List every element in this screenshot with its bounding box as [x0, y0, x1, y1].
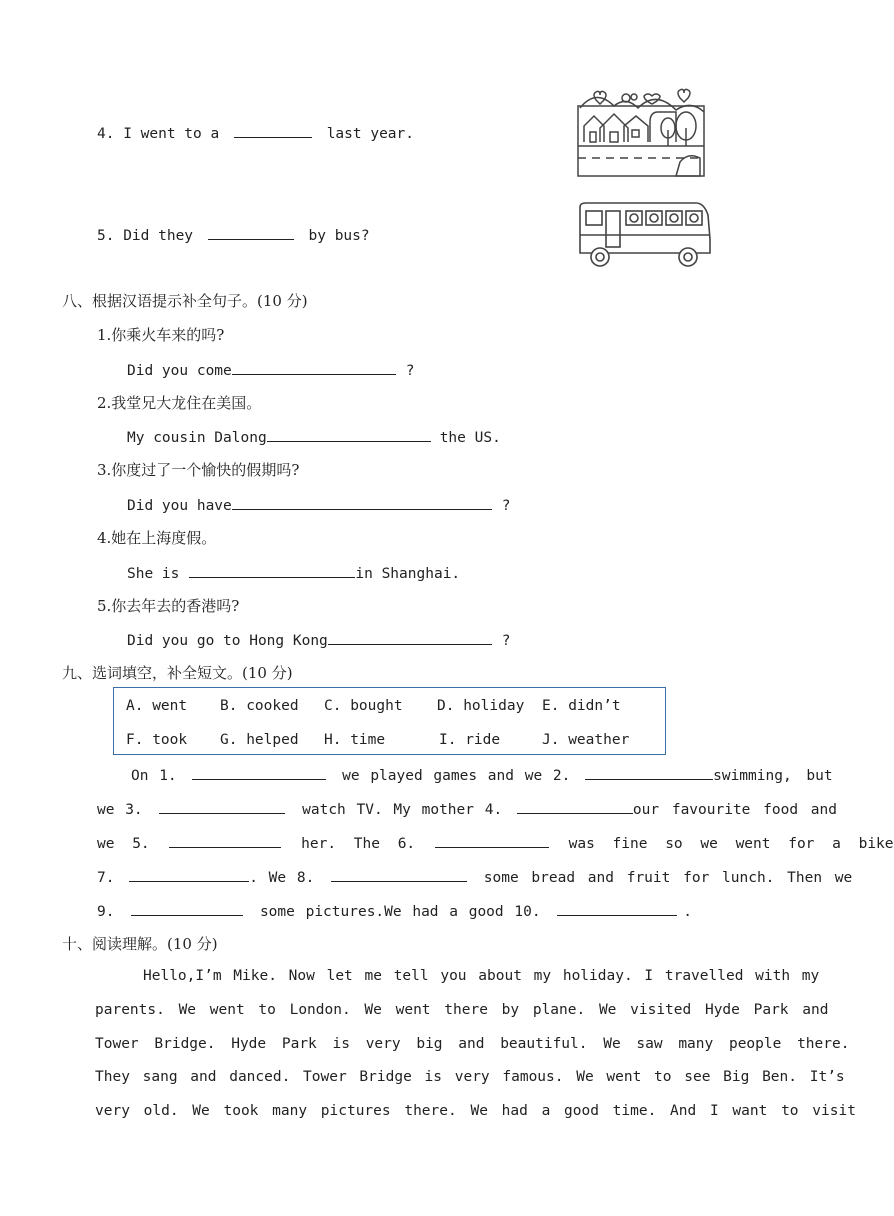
reading-line-2: parents. We went to London. We went there by plane. We visited Hyde Park and [95, 1002, 829, 1018]
reading-line-5: very old. We took many pictures there. We had a good time. And I want to visit [95, 1103, 856, 1119]
question-5-suffix: by bus? [308, 228, 370, 244]
cloze-text: we 5. [97, 836, 150, 852]
answer-blank[interactable] [328, 630, 492, 645]
item-4-sentence [127, 563, 460, 582]
option-d: D. holiday [437, 698, 525, 714]
item-1-chinese: 1.你乘火车来的吗? [97, 326, 225, 344]
answer-blank-3[interactable] [159, 799, 285, 814]
item-1-end: ? [405, 363, 415, 379]
question-4 [97, 123, 414, 142]
item-4-chinese: 4.她在上海度假。 [97, 529, 217, 547]
cloze-text: watch TV. My mother 4. [302, 802, 503, 818]
item-2-end: the US. [439, 430, 501, 446]
word-bank [113, 687, 666, 755]
item-3-prompt: Did you have [127, 498, 232, 514]
question-5 [97, 225, 370, 244]
answer-blank[interactable] [234, 123, 312, 138]
answer-blank[interactable] [189, 563, 355, 578]
answer-blank-7[interactable] [129, 867, 249, 882]
option-b: B. cooked [220, 698, 299, 714]
option-g: G. helped [220, 732, 299, 748]
cloze-text: 7. [97, 870, 115, 886]
cloze-line-5 [97, 901, 692, 920]
answer-blank-2[interactable] [585, 765, 713, 780]
village-illustration [576, 88, 706, 180]
cloze-line-1 [131, 765, 833, 784]
item-2-prompt: My cousin Dalong [127, 430, 267, 446]
bus-illustration [576, 199, 712, 271]
cloze-text: On 1. [131, 768, 177, 784]
item-5-end: ? [501, 633, 511, 649]
answer-blank[interactable] [208, 225, 294, 240]
item-4-prompt: She is [127, 566, 180, 582]
cloze-text: her. The 6. [301, 836, 416, 852]
item-1-prompt: Did you come [127, 363, 232, 379]
cloze-text: 9. [97, 904, 115, 920]
cloze-text: . [683, 904, 693, 920]
option-f: F. took [126, 732, 188, 748]
option-e: E. didn’t [542, 698, 621, 714]
reading-line-3: Tower Bridge. Hyde Park is very big and beautiful. We saw many people there. [95, 1036, 850, 1052]
item-1-sentence [127, 360, 415, 379]
question-5-text: 5. Did they [97, 228, 194, 244]
cloze-line-3 [97, 833, 894, 852]
item-2-chinese: 2.我堂兄大龙住在美国。 [97, 394, 262, 412]
cloze-text: we played games and we 2. [342, 768, 571, 784]
cloze-text: our favourite food and [632, 802, 837, 818]
item-2-sentence [127, 427, 501, 446]
cloze-text: we 3. [97, 802, 143, 818]
item-3-chinese: 3.你度过了一个愉快的假期吗? [97, 461, 300, 479]
item-5-sentence [127, 630, 511, 649]
answer-blank[interactable] [232, 360, 396, 375]
cloze-text: some pictures.We had a good 10. [259, 904, 541, 920]
answer-blank-6[interactable] [435, 833, 549, 848]
cloze-line-4 [97, 867, 852, 886]
answer-blank-1[interactable] [192, 765, 326, 780]
section-8-heading: 八、根据汉语提示补全句子。(10 分) [62, 292, 308, 310]
answer-blank-4[interactable] [517, 799, 633, 814]
item-4-end: in Shanghai. [355, 566, 461, 582]
answer-blank-5[interactable] [169, 833, 281, 848]
cloze-line-2 [97, 799, 837, 818]
reading-line-1: Hello,I’m Mike. Now let me tell you about my holiday. I travelled with my [143, 968, 820, 984]
option-j: J. weather [542, 732, 630, 748]
answer-blank-10[interactable] [557, 901, 677, 916]
item-5-prompt: Did you go to Hong Kong [127, 633, 328, 649]
option-i: I. ride [439, 732, 501, 748]
reading-line-4: They sang and danced. Tower Bridge is very famous. We went to see Big Ben. It’s [95, 1069, 845, 1085]
question-4-suffix: last year. [326, 126, 414, 142]
cloze-text: . We 8. [249, 870, 315, 886]
question-4-text: 4. I went to a [97, 126, 220, 142]
answer-blank-9[interactable] [131, 901, 243, 916]
cloze-text: some bread and fruit for lunch. Then we [483, 870, 853, 886]
item-3-end: ? [501, 498, 511, 514]
cloze-text: was fine so we went for a bike [568, 836, 894, 852]
option-c: C. bought [324, 698, 403, 714]
section-9-heading: 九、选词填空，补全短文。(10 分) [62, 664, 293, 682]
item-5-chinese: 5.你去年去的香港吗? [97, 597, 240, 615]
answer-blank-8[interactable] [331, 867, 467, 882]
cloze-text: swimming, but [713, 768, 833, 784]
option-h: H. time [324, 732, 386, 748]
option-a: A. went [126, 698, 188, 714]
answer-blank[interactable] [267, 427, 431, 442]
item-3-sentence [127, 495, 511, 514]
section-10-heading: 十、阅读理解。(10 分) [62, 935, 218, 953]
answer-blank[interactable] [232, 495, 492, 510]
